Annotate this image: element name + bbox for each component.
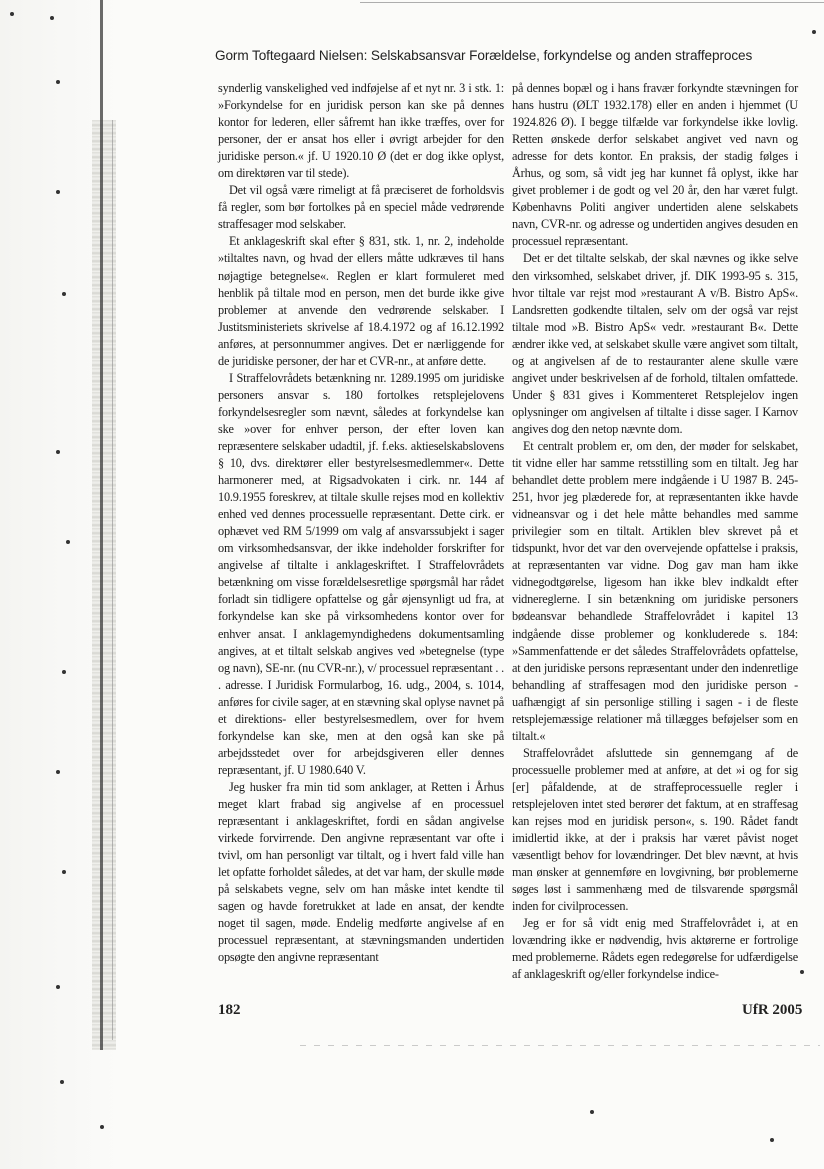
scan-top-edge [360,2,824,3]
scan-artifact-line [300,1045,820,1046]
scan-binding-edge [100,0,103,1050]
scan-speck [62,870,66,874]
scan-speck [590,1110,594,1114]
paragraph: synderlig vanskelighed ved indføjelse af et nyt nr. 3 i stk. 1: »Forkyndelse for en juridisk person kan ske på dennes kontor for lederen, eller såfremt han ikke træffes, over for personer, der er ansat hos eller i øvrigt arbejder for den juridiske person.« jf. U 1920.10 Ø (det er dog ikke oplyst, om direktøren var til stede). [218,81,504,181]
scan-speck [812,30,816,34]
paragraph: Et centralt problem er, om den, der møder for selskabet, tit vidne eller har samme retsstilling som en tiltalt. Jeg har behandlet dette problem mere indgående i U 1987 B. 245-251, hvor jeg plæderede for, at repræsentanten ikke havde vidneansvar og i det hele måtte behandles med samme privilegier som en tiltalt. Artiklen blev skrevet på et tidspunkt, hvor det var den overvejende opfattelse i praksis, at repræsentanten var vidne. Dog gav man ham ikke vidnegodtgørelse, ligesom han ikke blev indkaldt efter vidnereglerne. I sin betænkning om juridiske personers bødeansvar behandlede Straffelovrådet i kapitel 13 indgående disse problemer og konkluderede s. 184: »Sammenfattende er det således Straffelovrådets opfattelse, at den juridiske persons repræsentant under den indenretlige behandling af straffesagen mod den juridiske person - uafhængigt af sin personlige stilling i sagen - i de fleste retsplejemæssige relationer må tillægges beføjelser som en tiltalt.« [512,438,798,743]
paragraph: Det vil også være rimeligt at få præciseret de forholdsvis få regler, som bør fortolkes på en speciel måde vedrørende straffesager mod selskaber. [218,183,504,232]
scan-binding-edge-inner [112,120,113,1040]
paragraph: på dennes bopæl og i hans fravær forkyndte stævningen for hans hustru (ØLT 1932.178) eller en anden i hjemmet (U 1924.826 Ø). I begge tilfælde var forkyndelse ikke lovlig. Retten ønskede derfor selskabet angivet ved navn og adresse for dets kontor. En praksis, der stadig følges i Århus, og som, så vidt jeg har kunnet få oplyst, ikke har givet problemer i de godt og vel 20 år, den har været fulgt. Københavns Politi angiver undertiden alene selskabets navn, CVR-nr. og adresse og undertiden angives desuden en processuel repræsentant. [512,81,798,249]
scan-speck [66,540,70,544]
scan-speck [56,450,60,454]
text-column-right [512,80,798,983]
text-column-left [218,80,504,966]
paragraph: Det er det tiltalte selskab, der skal nævnes og ikke selve den virksomhed, selskabet driver, jf. DIK 1993-95 s. 315, hvor tiltale var rejst mod »restaurant A v/B. Bistro ApS«. Landsretten godkendte tiltalen, selv om der også var rejst tiltale mod »B. Bistro ApS« vedr. »restaurant B«. Dette ændrer ikke ved, at selskabet skulle være angivet som tiltalt, og at angivelsen af de to restauranter alene skulle være angivet under beskrivelsen af de forhold, tiltalen omfattede. Under § 831 gives i Kommenteret Retsplejelov ingen oplysninger om angivelsen af tiltalte i disse sager. I Karnov angives dog den netop nævnte dom. [512,251,798,436]
scan-speck [56,985,60,989]
running-header: Gorm Toftegaard Nielsen: Selskabsansvar Forældelse, forkyndelse og anden straffeproces [215,48,753,63]
scan-speck [100,1125,104,1129]
paragraph: Jeg er for så vidt enig med Straffelovrådet i, at en lovændring ikke er nødvendig, hvis aktørerne er fortrolige med problemerne. Rådets egen redegørelse for udfærdigelse af anklageskrift og/eller forkyndelse indice- [512,916,798,982]
scan-speck [56,80,60,84]
paragraph: Et anklageskrift skal efter § 831, stk. 1, nr. 2, indeholde »tiltaltes navn, og hvad der ellers måtte udkræves til hans nøjagtige betegnelse«. Reglen er klart formuleret med henblik på tiltale mod en person, men det burde ikke give problemer at anvende den vedrørende selskaber. I Justitsministeriets skrivelse af 18.4.1972 og af 16.12.1992 anføres, at personnummer angives. Det er nærliggende for de juridiske personer, der har et CVR-nr., at anføre dette. [218,234,504,368]
page-number: 182 [218,1002,241,1018]
scan-speck [50,16,54,20]
scan-speck [56,190,60,194]
journal-label: UfR 2005 [742,1002,803,1018]
scan-speck [10,12,14,16]
scan-speck [800,970,804,974]
scan-speck [770,1138,774,1142]
scan-speck [62,292,66,296]
paragraph: Straffelovrådet afsluttede sin gennemgang af de processuelle problemer med at anføre, at det »i og for sig [er] påfaldende, at de straffeprocessuelle regler i retsplejeloven intet sted berører det faktum, at en straffesag kan rejses mod en juridisk person«, s. 190. Rådet fandt imidlertid ikke, at der i praksis har været påvist noget væsentligt behov for lovændringer. Det blev nævnt, at hvis man ønsker at gennemføre en lovgivning, bør problemerne søges løst i sammenhæng med de tilsvarende spørgsmål inden for civilprocessen. [512,745,798,914]
paragraph: Jeg husker fra min tid som anklager, at Retten i Århus meget klart frabad sig angivelse af en processuel repræsentant i anklageskriftet, fordi en sådan angivelse virkede forvirrende. Den angivne repræsentant var ofte i tvivl, om han personligt var tiltalt, og i hvert fald ville han let opfatte forholdet således, at det var ham, der skulle møde på selskabets vegne, selv om han måske intet kendte til sagen og havde foretrukket at lade en ansat, der kendte noget til sagen, møde. Endelig medførte angivelse af en processuel repræsentant, at stævningsmanden undertiden opsøgte den angivne repræsentant [218,779,504,965]
scan-speck [56,770,60,774]
scan-speck [60,1080,64,1084]
scan-speck [62,670,66,674]
paragraph: I Straffelovrådets betænkning nr. 1289.1995 om juridiske personers ansvar s. 180 fortolkes retsplejelovens forkyndelsesregler som nævnt, således at forkyndelse kan ske »over for enhver person, der efter loven kan repræsentere selskaber udadtil, jf. f.eks. aktieselskabslovens § 10, dvs. direktører eller bestyrelsesmedlemmer«. Dette harmonerer med, at Rigsadvokaten i cirk. nr. 144 af 10.9.1955 foreskrev, at tiltale skulle rejses mod en kollektiv enhed ved dennes processuelle repræsentant. Dette cirk. er ophævet ved RM 5/1999 om valg af ansvarssubjekt i sager om virksomhedsansvar, der ikke indeholder forskrifter for angivelse af tiltalte i anklageskriftet. I Straffelovrådets betænkning om visse forældelsesretlige spørgsmål har rådet forladt sin tidligere opfattelse og går øjensynligt ud fra, at forkyndelse kan ske på virksomhedens kontor over for enhver ansat. I anklagemyndighedens dokumentsamling angives, at et tiltalt selskab angives ved »betegnelse (type og navn), SE-nr. (nu CVR-nr.), v/ processuel repræsentant . . . adresse. I Juridisk Formularbog, 16. udg., 2004, s. 1014, anføres for civile sager, at en stævning skal oplyse navnet på et direktions- eller bestyrelsesmedlem, over for hvem forkyndelse kan ske, men at den også kan ske på arbejdsstedet over for arbejdsgiveren eller dennes repræsentant, jf. U 1980.640 V. [218,370,504,777]
